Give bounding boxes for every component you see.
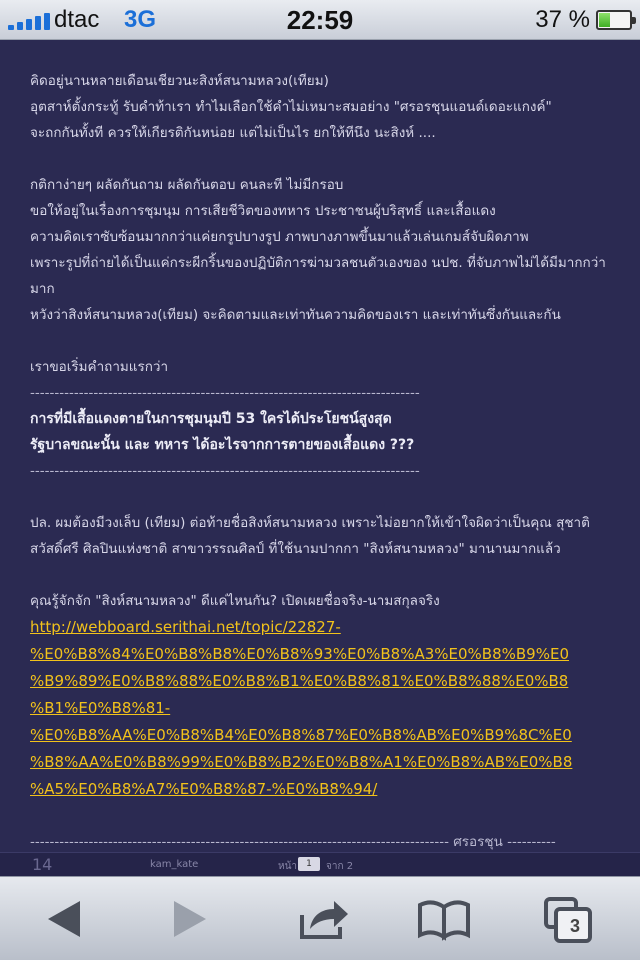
username[interactable]: kam_kate (150, 859, 199, 870)
post-content (0, 40, 640, 852)
link-line[interactable]: %E0%B8%AA%E0%B8%B4%E0%B8%87%E0%B8%AB%E0%B9%8C%E0 (30, 726, 572, 744)
topic-link[interactable] (30, 614, 610, 803)
network-type: 3G (124, 6, 157, 33)
clock: 22:59 (286, 5, 354, 35)
tabs-icon[interactable] (540, 891, 600, 947)
note-line: คุณรู้จักจัก "สิงห์สนามหลวง" ดีแค่ไหนกัน? เปิดเผยชื่อจริง-นามสกุลจริง (30, 593, 440, 609)
post-number: 14 (32, 855, 53, 874)
post-line: อุตสาห์ตั้งกระทู้ รับคำท้าเรา ทำไมเลือกใช้คำไม่เหมาะสมอย่าง "ศรอรชุนแอนด์เดอะแกงค์" (30, 99, 552, 115)
battery-icon (596, 10, 632, 30)
post-line (30, 328, 610, 354)
note-line: สวัสดิ์ศรี ศิลปินแห่งชาติ สาขาวรรณศิลป์ ที่ใช้นามปากกา "สิงห์สนามหลวง" มานานมากแล้ว (30, 541, 561, 557)
battery-fill (599, 13, 610, 27)
link-line[interactable]: %B9%89%E0%B8%88%E0%B8%B1%E0%B8%81%E0%B8%88%E0%B8 (30, 672, 569, 690)
post-line: จะถกกันทั้งที ควรให้เกียรติกันหน่อย แต่ไม่เป็นไร ยกให้ทีนึง นะสิงห์ .... (30, 125, 436, 141)
post-line: เพราะรูปที่ถ่ายได้เป็นแค่กระผีกริ้นของปฏิบัติการฆ่ามวลชนตัวเองของ นปช. ที่จับภาพไม่ได้มีมากกว่ามาก (30, 255, 606, 297)
share-icon[interactable] (292, 891, 352, 947)
page-select[interactable]: 1 (298, 857, 320, 871)
forward-arrow-icon[interactable] (160, 891, 220, 947)
browser-toolbar (0, 876, 640, 960)
link-line[interactable]: %E0%B8%84%E0%B8%B8%E0%B8%93%E0%B8%A3%E0%B8%B9%E0 (30, 645, 569, 663)
post-line: กติกาง่ายๆ ผลัดกันถาม ผลัดกันตอบ คนละที ไม่มีกรอบ (30, 177, 344, 193)
post-line: เราขอเริ่มคำถามแรกว่า (30, 359, 169, 375)
book-icon[interactable] (414, 891, 474, 947)
page-label: หน้า (278, 861, 298, 872)
post-line: ความคิดเราซับซ้อนมากกว่าแค่ยกรูปบางรูป ภาพบางภาพขึ้นมาแล้วเล่นเกมส์จับผิดภาพ (30, 229, 529, 245)
page-total: จาก 2 (326, 861, 354, 872)
next-post-strip (0, 852, 640, 876)
question-line: รัฐบาลขณะนั้น และ ทหาร ได้อะไรจากการตายของเสื้อแดง ??? (30, 437, 415, 453)
link-line[interactable]: %B1%E0%B8%81- (30, 699, 171, 717)
signature: -------------------------------------------------------------------------------------- ศรอรชุน ---------- (30, 834, 556, 850)
note-line: ปล. ผมต้องมีวงเล็บ (เทียม) ต่อท้ายชื่อสิงห์สนามหลวง เพราะไม่อยากให้เข้าใจผิดว่าเป็นคุณ สุชาติ (30, 515, 590, 531)
status-bar (0, 0, 640, 40)
link-line[interactable]: http://webboard.serithai.net/topic/22827- (30, 618, 341, 636)
tabs-count: 3 (569, 916, 580, 936)
divider: -------------------------------------------------------------------------------- (30, 463, 420, 479)
post-body (30, 68, 610, 380)
divider: -------------------------------------------------------------------------------- (30, 385, 420, 401)
back-arrow-icon[interactable] (34, 891, 94, 947)
link-line[interactable]: %B8%AA%E0%B8%99%E0%B8%B2%E0%B8%A1%E0%B8%AB%E0%B8 (30, 753, 573, 771)
post-line: หวังว่าสิงห์สนามหลวง(เทียม) จะคิดตามและเท่าทันความคิดของเรา และเท่าทันซึ่งกันและกัน (30, 307, 561, 323)
link-line[interactable]: %A5%E0%B8%A7%E0%B8%87-%E0%B8%94/ (30, 780, 378, 798)
post-line: ขอให้อยู่ในเรื่องการชุมนุม การเสียชีวิตของทหาร ประชาชนผู้บริสุทธิ์ และเสื้อแดง (30, 203, 496, 219)
carrier-name: dtac (54, 6, 100, 33)
post-line: คิดอยู่นานหลายเดือนเชียวนะสิงห์สนามหลวง(เทียม) (30, 73, 329, 89)
question-line: การที่มีเสื้อแดงตายในการชุมนุมปี 53 ใครได้ประโยชน์สูงสุด (30, 411, 392, 427)
battery-percent: 37 % (535, 6, 590, 33)
post-line (30, 146, 610, 172)
